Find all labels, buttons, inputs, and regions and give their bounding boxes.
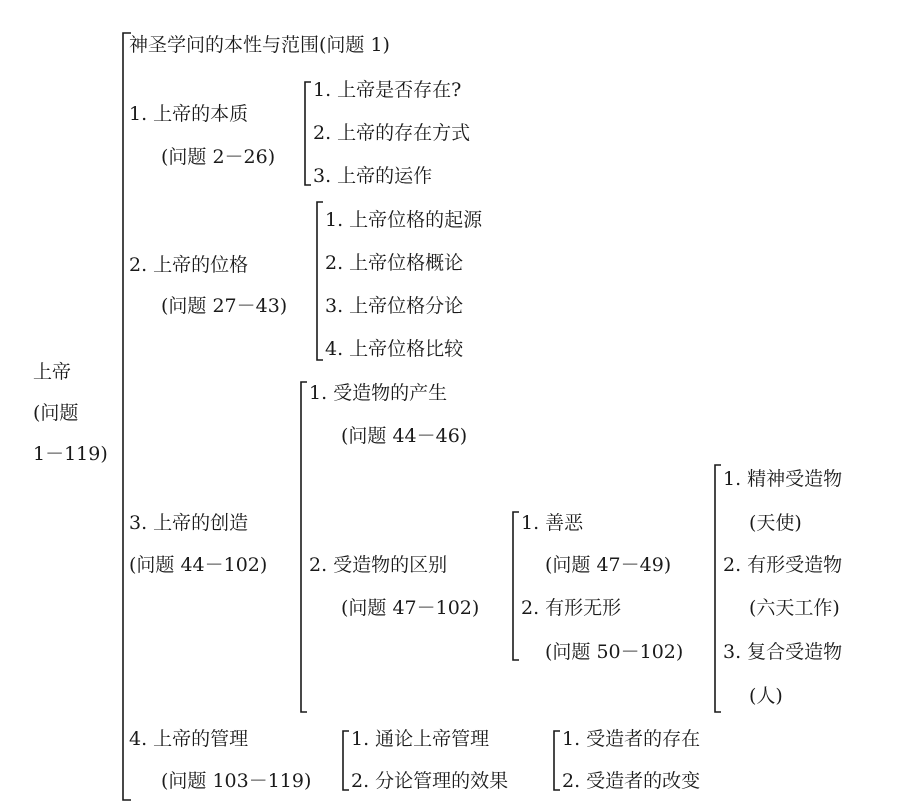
persons-item: 4. 上帝位格比较 — [325, 338, 464, 360]
persons-bracket — [317, 202, 323, 360]
creation-title: 3. 上帝的创造 — [129, 512, 249, 534]
visible-invisible-title: 2. 有形无形 — [521, 597, 622, 619]
root-bracket — [123, 33, 131, 800]
governance-effect-item: 2. 受造者的改变 — [562, 770, 701, 792]
governance-bracket — [343, 731, 349, 790]
creature-kind-note: (人) — [749, 685, 783, 707]
governance-effect-item: 1. 受造者的存在 — [562, 728, 701, 750]
essence-item: 3. 上帝的运作 — [313, 165, 433, 187]
creature-kind-title: 3. 复合受造物 — [723, 641, 843, 663]
essence-title: 1. 上帝的本质 — [129, 103, 249, 125]
governance-sub-item: 1. 通论上帝管理 — [351, 728, 490, 750]
good-evil-title: 1. 善恶 — [521, 512, 584, 534]
governance-effects-bracket — [554, 731, 560, 790]
persons-item: 2. 上帝位格概论 — [325, 252, 464, 274]
creation-bracket — [301, 382, 307, 712]
essence-bracket — [305, 82, 311, 185]
creature-kind-note: (天使) — [749, 512, 802, 534]
governance-title: 4. 上帝的管理 — [129, 728, 249, 750]
persons-item: 1. 上帝位格的起源 — [325, 209, 483, 231]
intro-label: 神圣学问的本性与范围(问题 1) — [129, 34, 390, 56]
persons-question: (问题 27－43) — [161, 295, 288, 317]
persons-title: 2. 上帝的位格 — [129, 254, 249, 276]
creature-kind-title: 1. 精神受造物 — [723, 468, 843, 490]
essence-item: 1. 上帝是否存在? — [313, 79, 462, 101]
creation-production-title: 1. 受造物的产生 — [309, 382, 448, 404]
distinction-kinds-bracket — [715, 465, 721, 712]
visible-invisible-question: (问题 50－102) — [545, 641, 684, 663]
essence-question: (问题 2－26) — [161, 146, 276, 168]
creation-production-question: (问题 44－46) — [341, 425, 468, 447]
creation-distinction-question: (问题 47－102) — [341, 597, 480, 619]
persons-item: 3. 上帝位格分论 — [325, 295, 464, 317]
governance-sub-item: 2. 分论管理的效果 — [351, 770, 509, 792]
root-label: 上帝 — [33, 361, 72, 383]
root-range: 1－119) — [33, 443, 108, 465]
creation-question: (问题 44－102) — [129, 554, 268, 576]
creation-distinction-title: 2. 受造物的区别 — [309, 554, 448, 576]
distinction-bracket — [513, 512, 519, 660]
creature-kind-note: (六天工作) — [749, 597, 840, 619]
creature-kind-title: 2. 有形受造物 — [723, 554, 843, 576]
governance-question: (问题 103－119) — [161, 770, 312, 792]
essence-item: 2. 上帝的存在方式 — [313, 122, 471, 144]
root-question: (问题 — [33, 402, 79, 424]
good-evil-question: (问题 47－49) — [545, 554, 672, 576]
